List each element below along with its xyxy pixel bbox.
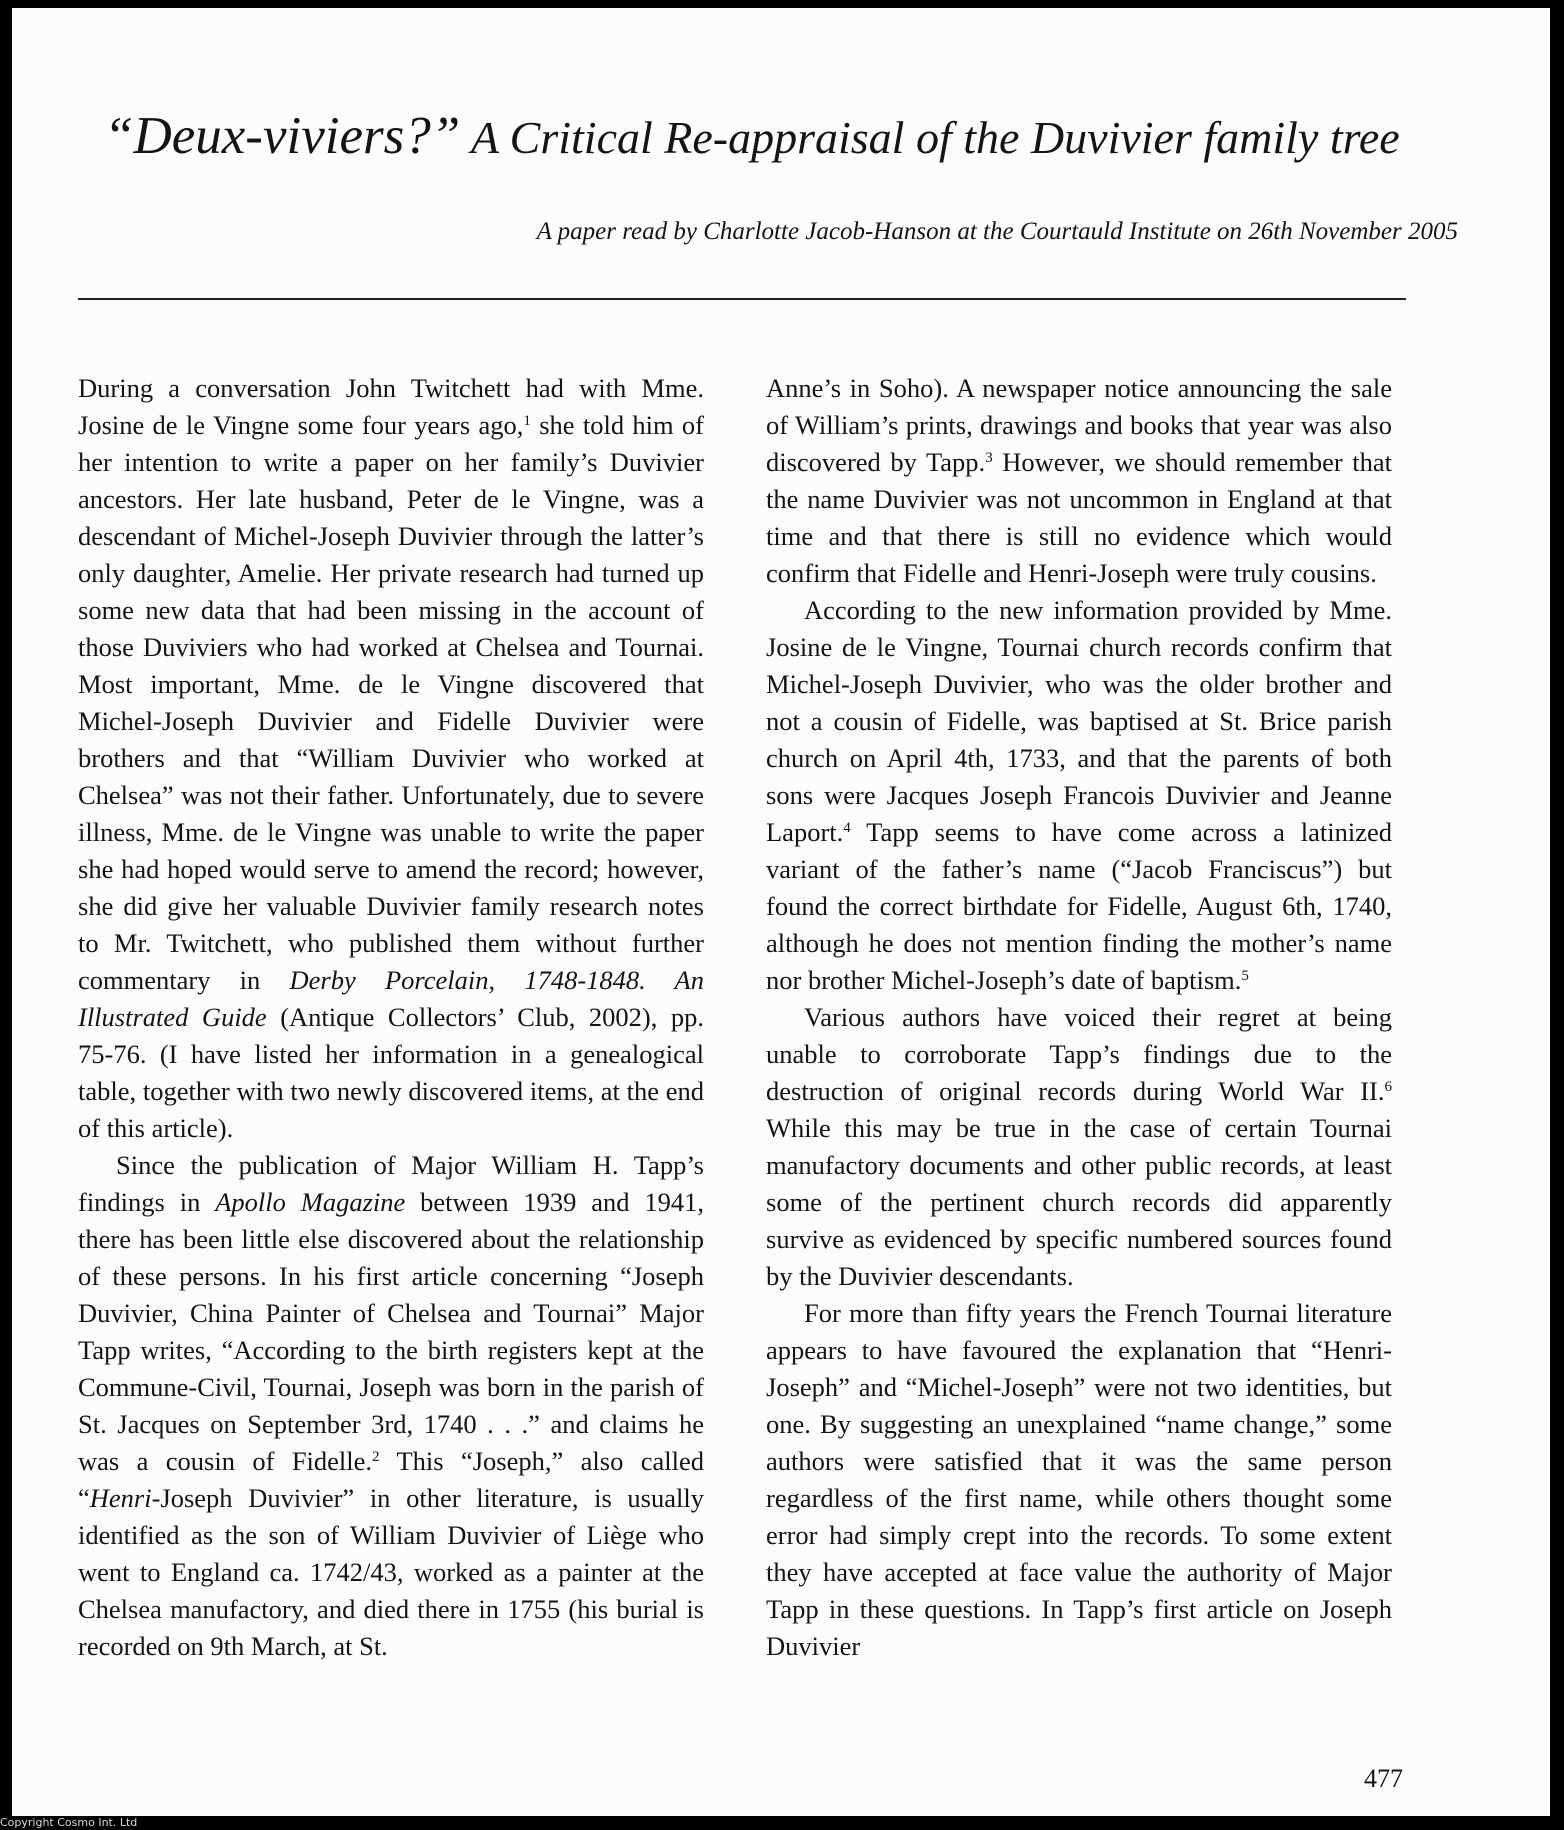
footnote-ref-3[interactable]: 3 bbox=[985, 450, 993, 466]
text-run: she told him of her intention to write a paper on her family’s Duvivier ancestors. Her late husband, Peter de le Vingne, was a descendant of Michel-Joseph Duvivier through the latter’s only daughter, Amelie. Her private research had turned up some new data that had been missing in the account of those Duviviers who had worked at Chelsea and Tournai. Most important, Mme. de le Vingne discovered that Michel-Joseph Duvivier and Fidelle Duvivier were brothers and that “William Duvivier who worked at Chelsea” was not their father. Unfortunately, due to severe illness, Mme. de le Vingne was unable to write the paper she had hoped would serve to amend the record; however, she did give her valuable Duvivier family research notes to Mr. Twitchett, who published them without further commentary in bbox=[78, 410, 704, 995]
text-run: During a conversation John Twitchett had with Mme. Josine de le Vingne some four years ago, bbox=[78, 373, 704, 440]
footnote-ref-5[interactable]: 5 bbox=[1241, 968, 1249, 984]
footnote-ref-1[interactable]: 1 bbox=[523, 413, 531, 429]
text-run: between 1939 and 1941, there has been little else discovered about the relationship of these persons. In his first article concerning “Joseph Duvivier, China Painter of Chelsea and Tournai” Major Tapp writes, “According to the birth registers kept at the Commune-Civil, Tournai, Joseph was born in the parish of St. Jacques on September 3rd, 1740 . . .” and claims he was a cousin of Fidelle. bbox=[78, 1187, 704, 1476]
footnote-ref-6[interactable]: 6 bbox=[1384, 1079, 1392, 1095]
page-number: 477 bbox=[1364, 1764, 1403, 1793]
article-title bbox=[104, 108, 1464, 166]
text-run: (Antique Collectors’ Club, 2002), pp. 75-76. (I have listed her information in a genealogical table, together with two newly discovered items, at the end of this article). bbox=[78, 1002, 704, 1143]
book-title: Derby Porcelain, 1748-1848. An Illustrated Guide bbox=[78, 965, 704, 1032]
article-title-rest: A Critical Re-appraisal of the Duvivier family tree bbox=[460, 112, 1400, 163]
text-run: While this may be true in the case of certain Tournai manufactory documents and other public records, at least some of the pertinent church records did apparently survive as evidenced by specific numbered sources found by the Duvivier descendants. bbox=[766, 1113, 1392, 1291]
article-title-lead: “Deux-viviers?” bbox=[104, 107, 461, 165]
text-run: According to the new information provided by Mme. Josine de le Vingne, Tournai church records confirm that Michel-Joseph Duvivier, who was the older brother and not a cousin of Fidelle, was baptised at St. Brice parish church on April 4th, 1733, and that the parents of both sons were Jacques Joseph Francois Duvivier and Jeanne Laport. bbox=[766, 595, 1392, 847]
footnote-ref-4[interactable]: 4 bbox=[843, 820, 851, 836]
copyright-watermark: Copyright Cosmo Int. Ltd bbox=[0, 1816, 138, 1829]
paragraph bbox=[766, 999, 1392, 1295]
text-run: -Joseph Duvivier” in other literature, is usually identified as the son of William Duvivier of Liège who went to England ca. 1742/43, worked as a painter at the Chelsea manufactory, and died there in 1755 (his burial is recorded on 9th March, at St. bbox=[78, 1483, 704, 1661]
paragraph bbox=[78, 1147, 704, 1665]
text-run: For more than fifty years the French Tournai literature appears to have favoured the explanation that “Henri-Joseph” and “Michel-Joseph” were not two identities, but one. By suggesting an unexplained “name change,” some authors were satisfied that it was the same person regardless of the first name, while others thought some error had simply crept into the records. To some extent they have accepted at face value the authority of Major Tapp in these questions. In Tapp’s first article on Joseph Duvivier bbox=[766, 1298, 1392, 1661]
document-page bbox=[12, 8, 1550, 1816]
title-divider bbox=[78, 298, 1406, 300]
article-subtitle: A paper read by Charlotte Jacob-Hanson at the Courtauld Institute on 26th November 2005 bbox=[536, 218, 1458, 245]
left-column bbox=[78, 370, 704, 1665]
text-run: Various authors have voiced their regret at being unable to corroborate Tapp’s findings due to the destruction of original records during World War II. bbox=[766, 1002, 1392, 1106]
magazine-title: Apollo Magazine bbox=[215, 1187, 406, 1217]
footnote-ref-2[interactable]: 2 bbox=[372, 1449, 380, 1465]
paragraph bbox=[766, 1295, 1392, 1665]
emphasis-henri: Henri bbox=[89, 1483, 152, 1513]
text-run: Since the publication of Major William H. Tapp’s findings in bbox=[78, 1150, 704, 1217]
paragraph bbox=[78, 370, 704, 1147]
paragraph bbox=[766, 592, 1392, 999]
text-run: This “Joseph,” also called “ bbox=[78, 1446, 704, 1513]
text-run: Tapp seems to have come across a latinized variant of the father’s name (“Jacob Franciscus”) but found the correct birthdate for Fidelle, August 6th, 1740, although he does not mention finding the mother’s name nor brother Michel-Joseph’s date of baptism. bbox=[766, 817, 1392, 995]
paragraph bbox=[766, 370, 1392, 592]
text-run: Anne’s in Soho). A newspaper notice announcing the sale of William’s prints, drawings and books that year was also discovered by Tapp. bbox=[766, 373, 1392, 477]
text-run: However, we should remember that the name Duvivier was not uncommon in England at that time and that there is still no evidence which would confirm that Fidelle and Henri-Joseph were truly cousins. bbox=[766, 447, 1392, 588]
right-column bbox=[766, 370, 1392, 1665]
